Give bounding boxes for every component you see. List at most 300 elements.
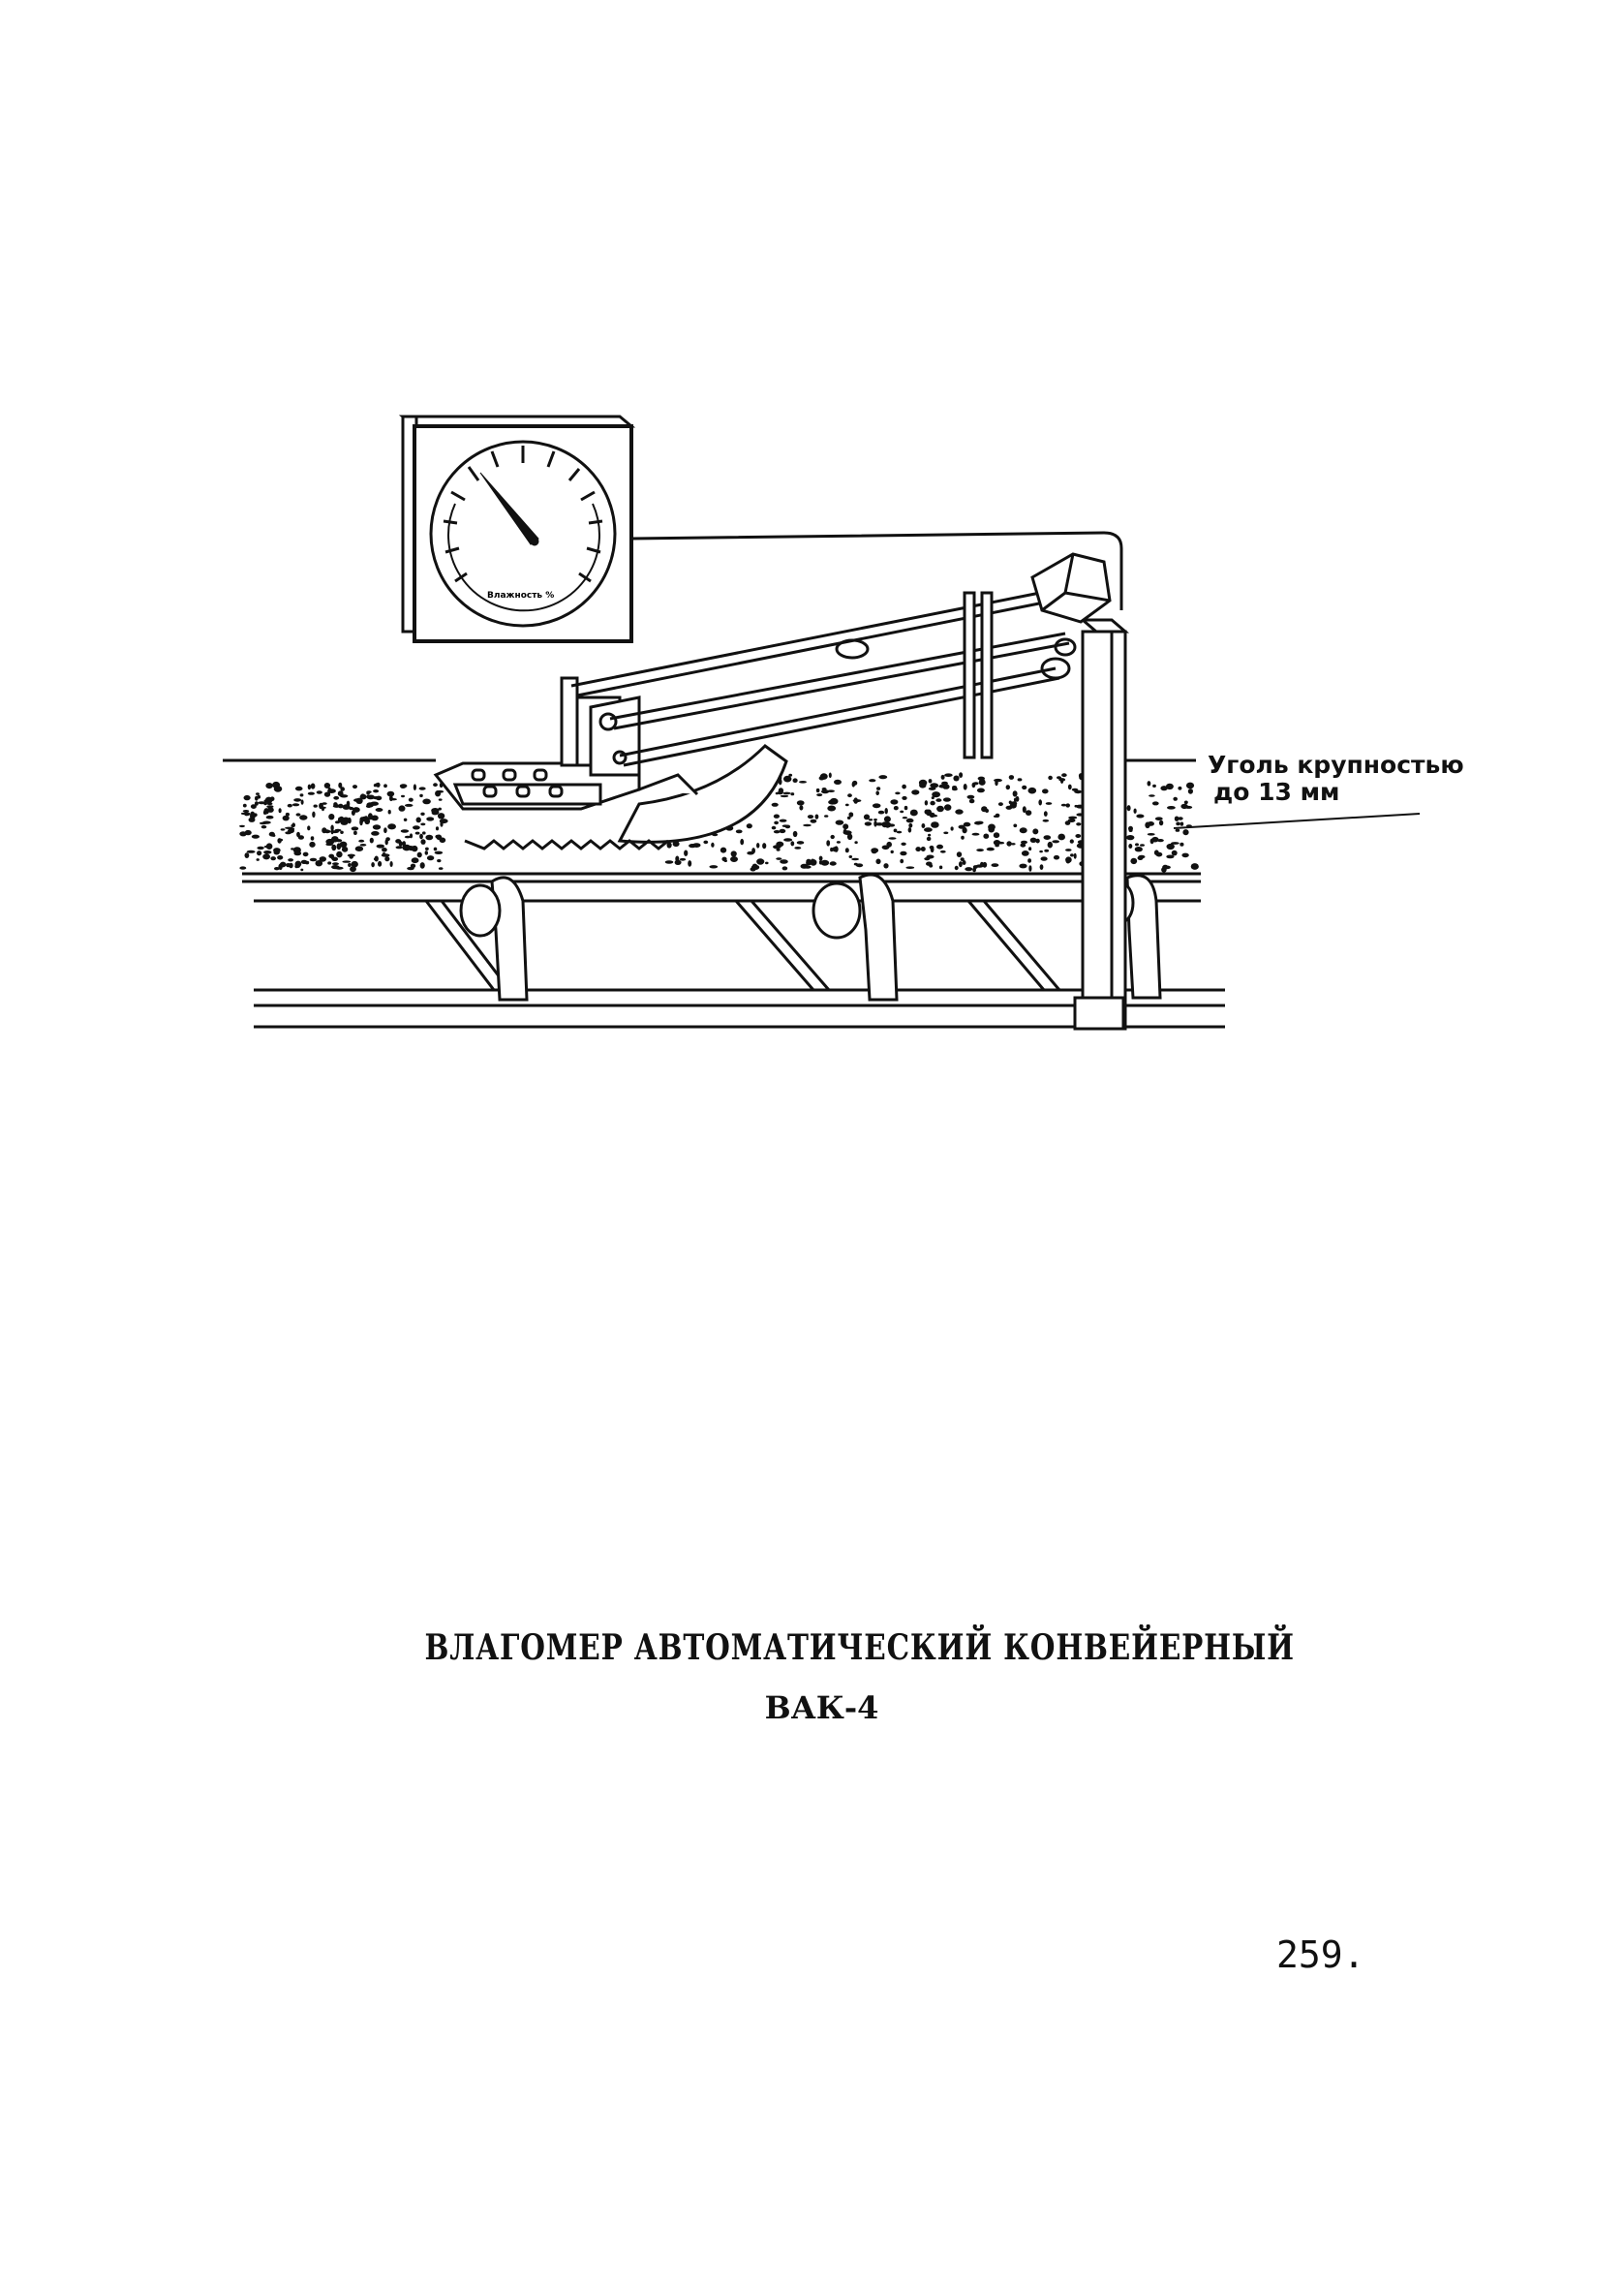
coal-particle [436,826,439,830]
coal-particle [294,865,300,868]
coal-particle [1150,839,1154,845]
coal-particle [383,852,386,856]
coal-particle [1044,811,1048,817]
coal-particle [878,775,887,779]
coal-particle [420,839,425,845]
coal-particle [427,855,434,860]
coal-particle [1042,788,1049,793]
coal-particle [367,818,375,820]
coal-particle [310,858,317,862]
coal-particle [864,815,870,820]
coal-particle [776,857,781,860]
coal-particle [688,860,691,867]
coal-particle [387,791,395,797]
coal-particle [871,848,878,852]
coal-particle [348,863,352,867]
coal-particle [1061,804,1066,807]
coal-particle [1048,842,1053,849]
coal-particle [1155,817,1163,820]
coal-particle [747,823,752,828]
coal-particle [1068,785,1072,790]
coal-particle [387,823,396,829]
coal-particle [317,790,322,793]
coal-particle [376,808,383,812]
coal-particle [327,861,331,864]
coal-particle [927,837,932,841]
coal-particle [978,777,985,781]
coal-particle [964,784,967,790]
coal-particle [910,810,918,817]
coal-particle [291,824,293,827]
coal-particle [311,836,315,840]
coal-particle [291,848,294,850]
coal-particle [261,825,267,828]
coal-particle [819,860,822,865]
coal-particle [390,861,393,867]
coal-particle [1052,840,1059,843]
coal-particle [911,789,919,794]
coal-particle [994,779,1002,782]
coal-particle [900,811,904,814]
callout-line-1: Уголь крупностью [1208,751,1464,779]
coal-particle [1167,844,1175,850]
coal-particle [366,791,370,795]
coal-particle [417,852,422,858]
coal-particle [1157,839,1164,842]
coal-particle [1136,815,1144,819]
coal-particle [903,817,907,819]
coal-particle [410,833,413,838]
coal-particle [1028,788,1037,794]
coal-particle [422,799,431,805]
coal-particle [843,829,847,834]
coal-particle [955,866,959,870]
coal-particle [815,815,819,819]
coal-particle [941,775,945,780]
coal-particle [312,812,315,818]
coal-particle [952,786,957,789]
coal-particle [343,804,351,810]
coal-particle [1020,843,1026,847]
coal-particle [1075,805,1078,808]
coal-particle [298,835,304,840]
coal-particle [883,863,888,868]
coal-particle [811,819,817,823]
coal-particle [434,848,438,851]
coal-particle [250,812,255,819]
coal-particle [382,848,387,852]
coal-particle [1044,850,1049,852]
coal-particle [985,809,989,813]
coal-particle [782,866,788,870]
coal-particle [808,815,813,819]
coal-particle [843,823,848,829]
coal-particle [976,849,984,851]
coal-particle [924,827,933,832]
coal-particle [939,866,942,870]
coal-particle [751,865,759,870]
coal-particle [1159,820,1163,826]
coal-particle [906,819,914,823]
coal-particle [935,798,941,802]
coal-particle [400,784,408,788]
coal-particle [1013,790,1018,796]
coal-particle [895,792,900,795]
coal-particle [352,807,360,813]
coal-particle [854,841,857,844]
coal-particle [1022,850,1029,856]
coal-particle [320,856,326,862]
coal-particle [783,776,791,783]
coal-particle [425,848,429,850]
callout-line-2: до 13 мм [1213,778,1340,806]
coal-particle [944,804,951,811]
coal-particle [837,841,841,844]
coal-particle [239,866,246,869]
coal-particle [926,862,933,866]
coal-particle [765,862,769,865]
coal-particle [1009,801,1012,805]
coal-particle [919,783,926,788]
coal-particle [684,850,688,856]
coal-particle [799,781,807,784]
coal-particle [665,860,674,863]
coal-particle [988,824,996,831]
coal-particle [969,799,975,804]
coal-particle [799,805,803,810]
coal-particle [438,808,442,811]
coal-particle [1070,853,1074,856]
coal-particle [266,805,273,808]
coal-particle [405,804,414,807]
coal-particle [288,828,294,833]
coal-particle [1127,805,1131,811]
coal-particle [780,859,788,864]
coal-particle [790,792,794,795]
coal-particle [797,800,805,805]
coal-particle [848,812,853,817]
coal-particle [245,852,250,858]
coal-particle [806,859,811,864]
coal-particle [747,851,753,855]
coal-particle [884,822,891,828]
coal-particle [1149,794,1155,797]
coal-particle [680,858,686,861]
coal-particle [1022,786,1026,789]
coal-particle [1013,824,1017,828]
coal-particle [951,826,954,830]
coal-particle [1180,843,1183,847]
coal-particle [774,815,780,819]
coal-particle [414,784,416,790]
coal-particle [831,835,835,839]
caption-model: ВАК-4 [764,1689,879,1726]
coal-particle [973,782,979,785]
coal-particle [922,823,926,828]
coal-particle [831,799,838,804]
coal-particle [1066,858,1071,864]
coal-particle [736,830,743,834]
coal-particle [401,829,409,832]
coal-particle [377,845,384,849]
coal-particle [1076,822,1081,825]
coal-particle [873,803,881,808]
coal-particle [373,789,379,792]
coal-particle [438,813,444,819]
coal-particle [390,798,397,800]
coal-particle [875,790,879,795]
coal-particle [263,802,267,806]
coal-particle [908,827,912,833]
coal-particle [1046,802,1053,805]
coal-particle [340,831,344,834]
coal-particle [980,862,984,867]
coal-particle [420,862,425,869]
coal-particle [730,856,738,862]
coal-particle [720,848,726,853]
coal-particle [1006,785,1010,789]
coal-particle [959,861,963,867]
coal-particle [774,821,779,825]
coal-size-callout [1208,752,1464,806]
coal-particle [902,796,906,800]
coal-particle [266,843,273,850]
coal-particle [721,857,726,862]
coal-particle [1184,801,1188,805]
coal-particle [834,780,842,785]
coal-particle [827,806,836,812]
coal-particle [819,856,823,861]
coal-particle [328,814,334,819]
coal-particle [774,830,781,833]
coal-particle [374,857,378,860]
coal-particle [1166,855,1174,859]
coal-particle [373,824,381,829]
coal-particle [325,843,333,846]
coal-particle [342,847,348,852]
coal-particle [902,785,906,789]
caption-title: ВЛАГОМЕР АВТОМАТИЧЕСКИЙ КОНВЕЙЕРНЫЙ [424,1627,1295,1668]
coal-particle [396,846,403,849]
coal-particle [1057,834,1065,841]
coal-particle [821,789,829,793]
coal-particle [356,798,363,804]
coal-particle [905,866,914,869]
coal-particle [901,843,905,846]
coal-particle [309,842,315,848]
coal-particle [865,821,872,825]
coal-particle [777,849,781,851]
coal-particle [277,855,283,860]
coal-particle [998,802,1003,806]
coal-particle [928,834,931,837]
coal-particle [873,819,877,820]
coal-particle [816,793,822,796]
coal-particle [1074,790,1082,794]
coal-particle [900,859,904,864]
coal-particle [780,829,786,833]
coal-particle [794,847,801,850]
coal-particle [852,781,857,786]
coal-particle [1041,856,1048,860]
coal-particle [409,798,414,802]
idler-rollers [461,875,1160,1000]
coal-particle [286,813,290,817]
coal-particle [288,804,292,808]
coal-particle [1186,783,1194,789]
coal-particle [889,837,897,840]
coal-particle [383,827,387,833]
coal-particle [996,814,1000,818]
coal-particle [413,825,420,829]
coal-particle [324,783,330,788]
coal-particle [869,819,873,820]
coal-particle [977,821,984,824]
coal-particle [994,840,1000,846]
coal-particle [793,778,798,783]
coal-particle [793,831,798,837]
coal-particle [1148,781,1151,786]
coal-particle [359,819,363,825]
coal-particle [961,857,965,861]
coal-particle [1178,787,1181,790]
page-number: 259. [1276,1933,1365,1976]
coal-particle [1040,864,1044,870]
coal-particle [352,861,358,868]
coal-particle [886,842,892,848]
coal-particle [940,850,946,853]
coal-particle [832,847,838,851]
figure-caption [0,1627,1624,1726]
coal-particle [257,847,263,850]
coal-particle [780,819,787,822]
coal-particle [1070,839,1074,843]
coal-particle [322,827,326,833]
coal-particle [1173,797,1178,801]
coal-particle [853,799,862,802]
coal-particle [847,793,852,797]
coal-particle [689,844,696,848]
coal-particle [260,822,267,825]
coal-particle [1065,803,1070,807]
coal-particle [370,838,374,844]
coal-particle [930,801,935,806]
coal-particle [965,867,972,871]
coal-particle [244,812,248,817]
coal-particle [779,788,783,793]
coal-particle [296,813,301,816]
coal-particle [292,803,299,806]
coal-particle [983,834,989,839]
coal-particle [851,858,859,861]
coal-particle [1039,850,1043,852]
coal-particle [731,850,737,856]
coal-particle [845,804,849,807]
coal-particle [1019,864,1026,869]
coal-particle [836,820,844,825]
coal-particle [1176,822,1180,826]
coal-particle [936,806,944,812]
coal-particle [1128,844,1132,849]
coal-particle [1180,804,1187,809]
coal-particle [399,805,406,811]
coal-particle [711,843,714,848]
coal-particle [263,850,271,854]
coal-particle [930,813,935,818]
coal-particle [353,831,357,835]
coal-particle [308,785,311,790]
coal-particle [878,811,884,815]
coal-particle [1182,829,1188,835]
coal-particle [783,838,792,842]
coal-particle [959,772,963,778]
coal-particle [873,820,876,826]
coal-particle [930,846,935,850]
coal-particle [426,817,434,820]
coal-particle [1172,850,1178,856]
coal-particle [1026,810,1031,816]
coal-particle [1140,844,1145,847]
coal-particle [915,847,921,851]
coal-particle [265,783,272,788]
coal-particle [908,823,912,828]
coal-particle [320,807,326,809]
coal-particle [675,856,679,862]
coal-particle [959,825,965,829]
coal-particle [360,793,365,798]
coal-particle [987,848,995,851]
coal-particle [336,851,342,858]
coal-particle [1065,849,1072,851]
coal-particle [1061,773,1067,777]
coal-particle [1188,788,1193,794]
coal-particle [352,826,359,830]
coal-particle [1014,798,1018,802]
coal-particle [803,824,812,826]
coal-particle [884,816,891,822]
coal-particle [337,843,342,850]
coal-particle [335,829,342,832]
coal-particle [1030,838,1037,843]
coal-particle [411,864,415,869]
coal-particle [900,851,906,856]
coal-particle [994,832,999,838]
coal-particle [967,795,975,799]
coal-particle [847,817,851,819]
coal-particle [370,802,379,806]
coal-particle [804,865,811,868]
coal-particle [422,831,426,834]
coal-particle [311,784,316,789]
coal-particle [1006,841,1011,846]
coal-particle [401,795,405,797]
coal-particle [307,825,310,830]
coal-particle [1135,843,1139,846]
coal-particle [1148,821,1154,826]
coal-particle [300,793,304,796]
coal-particle [279,808,282,813]
coal-particle [270,856,276,860]
coal-particle [273,848,281,852]
sensor-skid [436,678,786,849]
coal-particle [239,831,247,836]
coal-particle [331,836,339,842]
coal-particle [961,836,965,840]
coal-particle [255,796,259,801]
coal-particle [433,783,438,787]
coal-particle [932,796,935,799]
coal-particle [305,861,309,865]
